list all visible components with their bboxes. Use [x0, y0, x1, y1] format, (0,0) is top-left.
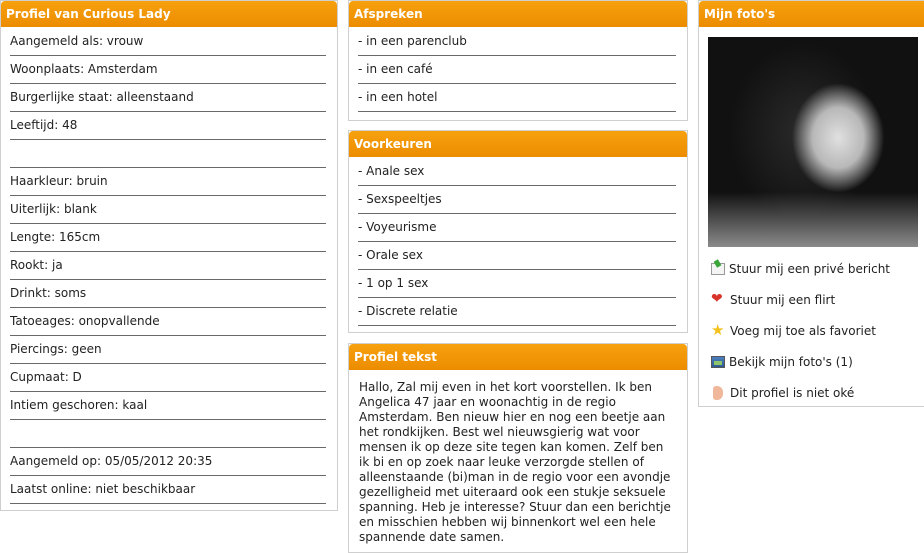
profile-row: Aangemeld op: 05/05/2012 20:35: [10, 448, 326, 476]
add-favorite-link[interactable]: [711, 321, 921, 352]
report-profile-link[interactable]: [711, 383, 921, 414]
profile-row-spacer: [10, 140, 326, 168]
voorkeur-item: - Discrete relatie: [358, 298, 676, 326]
voorkeur-item: - 1 op 1 sex: [358, 270, 676, 298]
profile-row: Intiem geschoren: kaal: [10, 392, 326, 420]
profile-row: Woonplaats: Amsterdam: [10, 56, 326, 84]
afspreken-item: - in een café: [358, 56, 676, 84]
star-icon: ★: [711, 321, 725, 339]
add-favorite-label: Voeg mij toe als favoriet: [730, 324, 876, 338]
profile-row: Haarkleur: bruin: [10, 168, 326, 196]
afspreken-item: - in een hotel: [358, 84, 676, 112]
profile-panel: [0, 0, 338, 511]
profile-row: Lengte: 165cm: [10, 224, 326, 252]
photos-panel-title: Mijn foto's: [699, 1, 924, 27]
profile-text-panel: [348, 343, 688, 553]
photos-panel: [698, 0, 924, 407]
photos-icon: [711, 356, 725, 368]
profile-text-panel-title: Profiel tekst: [349, 344, 687, 370]
voorkeur-item: - Anale sex: [358, 158, 676, 186]
send-private-message-link[interactable]: [711, 259, 921, 290]
profile-actions: [711, 259, 921, 414]
profile-row: Aangemeld als: vrouw: [10, 28, 326, 56]
profile-row: Uiterlijk: blank: [10, 196, 326, 224]
voorkeuren-panel: [348, 130, 688, 333]
profile-text-body: Hallo, Zal mij even in het kort voorstellen. Ik ben Angelica 47 jaar en woonachtig in de regio Amsterdam. Ben nieuw hier en nog een beetje aan het rondkijken. Best wel nieuwsgierig wat voor mensen ik op deze site tegen kan komen. Zelf ben ik bi en op zoek naar leuke verzorgde stellen of alleenstaande (bi)man in de regio voor een avondje gezelligheid met uiteraard ook een stukje seksuele spanning. Heb je interesse? Stuur dan een berichtje en misschien hebben wij binnenkort wel een hele spannende date samen.: [359, 380, 671, 544]
profile-row: Piercings: geen: [10, 336, 326, 364]
voorkeur-item: - Sexspeeltjes: [358, 186, 676, 214]
voorkeuren-panel-title: Voorkeuren: [349, 131, 687, 157]
profile-row: Tatoeages: onopvallende: [10, 308, 326, 336]
profile-row: Laatst online: niet beschikbaar: [10, 476, 326, 504]
send-flirt-link[interactable]: [711, 290, 921, 321]
heart-icon: ❤: [711, 291, 723, 307]
profile-row: Rookt: ja: [10, 252, 326, 280]
profile-row: Drinkt: soms: [10, 280, 326, 308]
profile-panel-title: Profiel van Curious Lady: [1, 1, 337, 27]
voorkeur-item: - Orale sex: [358, 242, 676, 270]
report-profile-label: Dit profiel is niet oké: [730, 386, 855, 400]
afspreken-panel: [348, 0, 688, 121]
message-icon: [711, 263, 725, 275]
profile-row: Burgerlijke staat: alleenstaand: [10, 84, 326, 112]
view-photos-link[interactable]: [711, 352, 921, 383]
afspreken-item: - in een parenclub: [358, 28, 676, 56]
voorkeur-item: - Voyeurisme: [358, 214, 676, 242]
send-private-message-label: Stuur mij een privé bericht: [729, 262, 890, 276]
profile-photo[interactable]: [708, 37, 918, 247]
afspreken-panel-title: Afspreken: [349, 1, 687, 27]
view-photos-label: Bekijk mijn foto's (1): [729, 355, 853, 369]
profile-row: Cupmaat: D: [10, 364, 326, 392]
profile-row: Leeftijd: 48: [10, 112, 326, 140]
profile-row-spacer: [10, 420, 326, 448]
send-flirt-label: Stuur mij een flirt: [730, 293, 836, 307]
thumbs-down-icon: [713, 386, 723, 400]
